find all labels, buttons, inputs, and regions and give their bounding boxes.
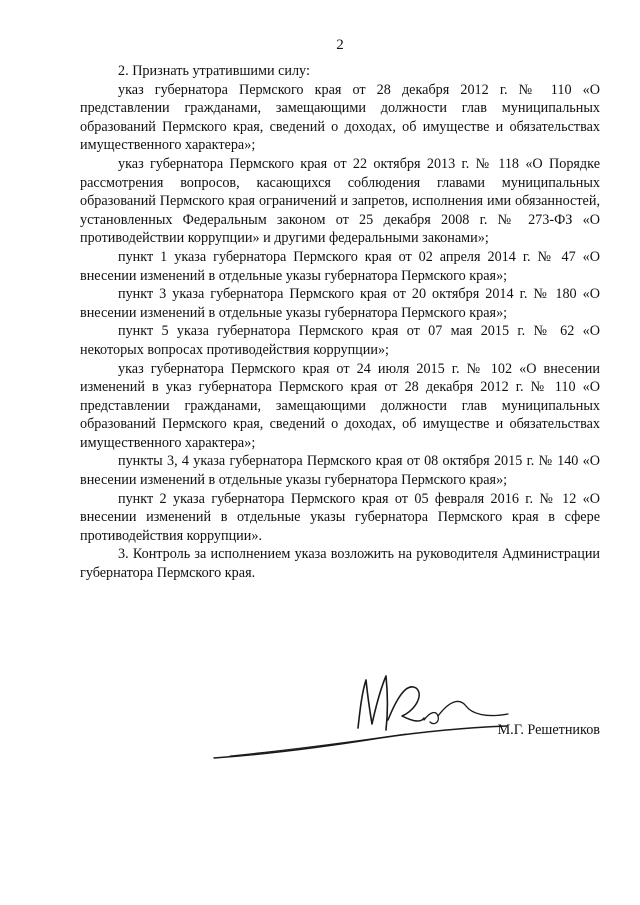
paragraph-repeal-heading: 2. Признать утратившими силу: — [118, 63, 310, 79]
page-number: 2 — [336, 37, 344, 53]
paragraph-decree-12: пункт 2 указа губернатора Пермского края от 05 февраля 2016 г. № 12 «О внесении изменений в отдельные указы губернатора Пермского края в сфере противодействия коррупции». — [80, 490, 600, 544]
paragraph-decree-102: указ губернатора Пермского края от 24 июля 2015 г. № 102 «О внесении изменений в указ губернатора Пермского края от 28 декабря 2012 г. № 110 «О представлении гражданами, замещающими должности глав муниципальных образований Пермского края, сведений о доходах, об имуществе и обязательствах имущественного характера»; — [80, 360, 600, 451]
paragraph-decree-47: пункт 1 указа губернатора Пермского края от 02 апреля 2014 г. № 47 «О внесении изменений в отдельные указы губернатора Пермского края»; — [80, 248, 600, 284]
paragraph-decree-62: пункт 5 указа губернатора Пермского края от 07 мая 2015 г. № 62 «О некоторых вопросах противодействия коррупции»; — [80, 323, 600, 358]
paragraph-decree-180: пункт 3 указа губернатора Пермского края от 20 октября 2014 г. № 180 «О внесении изменений в отдельные указы губернатора Пермского края»; — [80, 286, 600, 321]
signature-strokes — [214, 676, 508, 758]
signer-name: М.Г. Решетников — [497, 722, 600, 738]
paragraph-decree-140: пункты 3, 4 указа губернатора Пермского края от 08 октября 2015 г. № 140 «О внесении изменений в отдельные указы губернатора Пермского края»; — [80, 453, 600, 489]
paragraph-decree-118: указ губернатора Пермского края от 22 октября 2013 г. № 118 «О Порядке рассмотрения вопросов, касающихся соблюдения главами муниципальных образований Пермского края ограничений и запретов, исполнения ими обязанностей, установленных Федеральным законом от 25 декабря 2008 г. № 273-ФЗ «О противодействии коррупции» и другими федеральными законами»; — [80, 155, 600, 247]
document-body — [80, 62, 600, 583]
handwritten-signature — [210, 650, 510, 770]
paragraph-decree-110: указ губернатора Пермского края от 28 декабря 2012 г. № 110 «О представлении гражданами, замещающими должности глав муниципальных образований Пермского края, сведений о доходах, об имуществе и обязательствах имущественного характера»; — [80, 81, 600, 154]
paragraph-control: 3. Контроль за исполнением указа возложить на руководителя Администрации губернатора Пермского края. — [80, 546, 600, 582]
